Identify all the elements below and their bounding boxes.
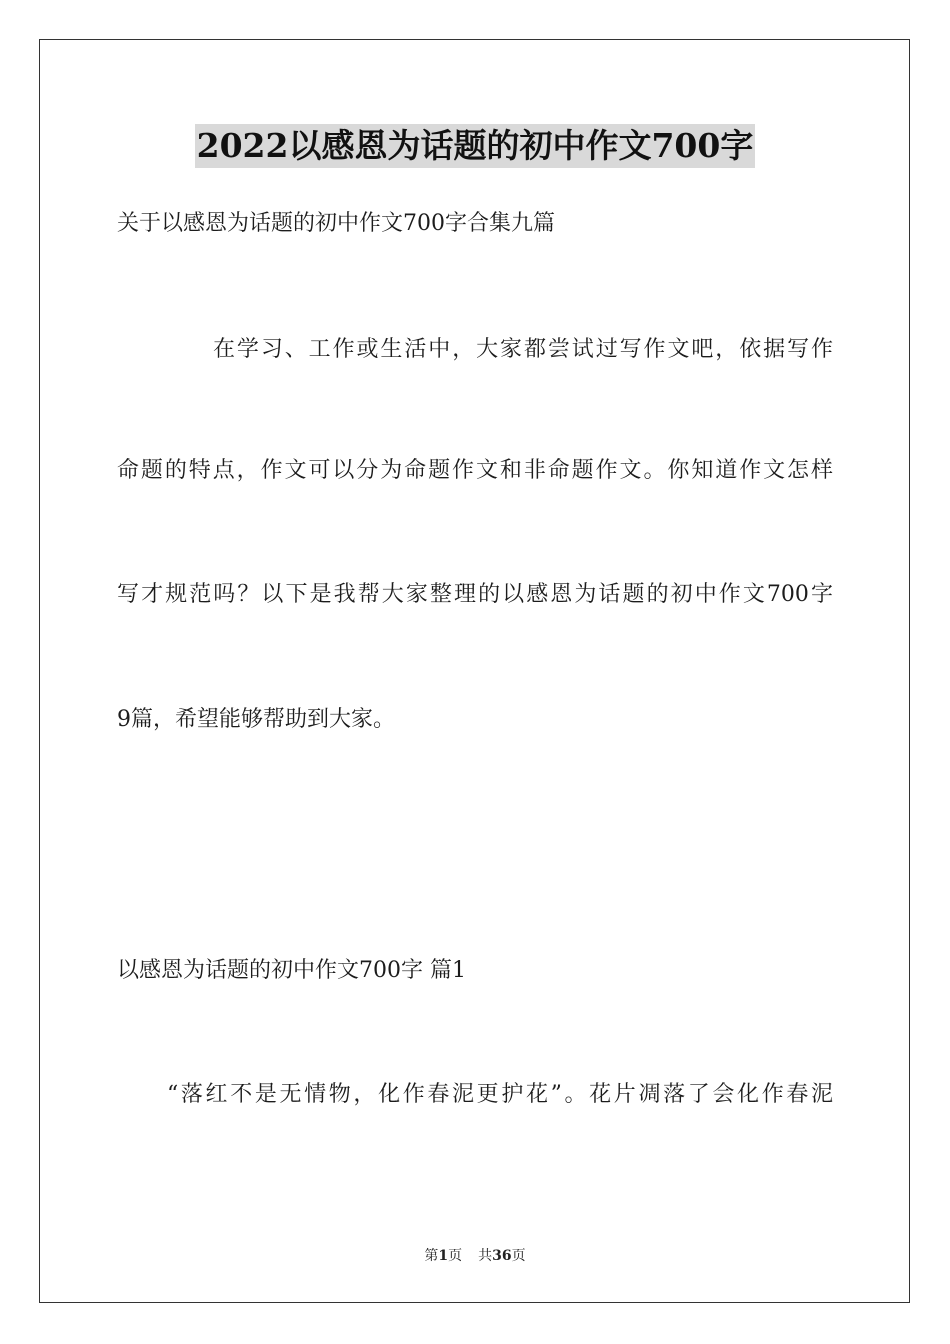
intro-line-2: 命题的特点，作文可以分为命题作文和非命题作文。你知道作文怎样 — [117, 458, 833, 483]
footer-total-pages: 36 — [492, 1248, 512, 1264]
intro-line-3: 写才规范吗？以下是我帮大家整理的以感恩为话题的初中作文700字 — [117, 582, 833, 607]
footer-page-suffix: 页 — [448, 1248, 463, 1264]
document-subtitle: 关于以感恩为话题的初中作文700字合集九篇 — [117, 211, 555, 236]
intro-line-1: 在学习、工作或生活中，大家都尝试过写作文吧，依据写作 — [213, 337, 833, 362]
footer-page-number: 1 — [438, 1248, 449, 1264]
page-footer — [0, 1247, 950, 1265]
footer-total-suffix: 页 — [511, 1248, 526, 1264]
footer-total-prefix: 共 — [478, 1248, 493, 1264]
section-heading: 以感恩为话题的初中作文700字 篇1 — [117, 958, 466, 983]
document-title: 2022以感恩为话题的初中作文700字 — [195, 124, 756, 168]
title-container — [0, 124, 950, 168]
footer-page-prefix: 第 — [424, 1248, 439, 1264]
intro-line-4: 9篇，希望能够帮助到大家。 — [117, 707, 395, 732]
section-first-line: “落红不是无情物，化作春泥更护花”。花片凋落了会化作春泥 — [167, 1082, 833, 1107]
